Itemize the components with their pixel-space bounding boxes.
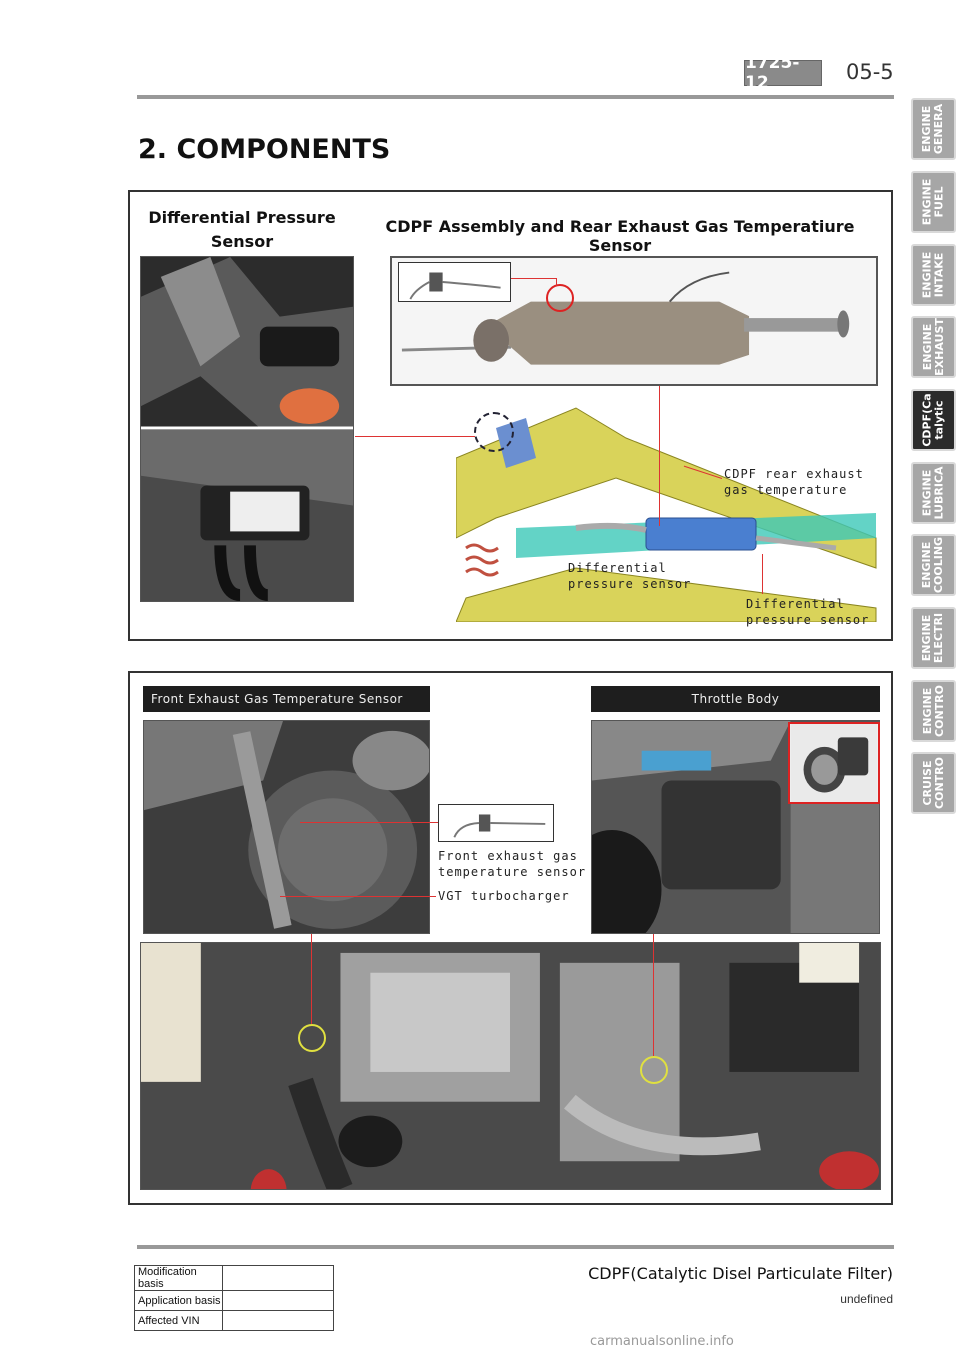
tab-engine-electrical[interactable]: ENGINE ELECTRI <box>911 607 956 669</box>
rear-temp-sensor-inset <box>398 262 511 302</box>
heading-differential-pressure-sensor: Differential Pressure Sensor <box>148 208 336 251</box>
footer-title: CDPF(Catalytic Disel Particulate Filter) <box>588 1264 893 1283</box>
heading-cdpf-assembly: CDPF Assembly and Rear Exhaust Gas Temperatiure Sensor <box>385 217 855 255</box>
front-temp-sensor-inset <box>438 804 554 842</box>
top-rule <box>137 95 894 99</box>
table-row: Application basis <box>135 1291 334 1311</box>
page-number: 05-5 <box>846 60 894 84</box>
leader-line <box>556 278 557 286</box>
leader-line <box>311 934 312 1024</box>
callout-front-exhaust-temp: Front exhaust gas temperature sensor <box>438 849 587 879</box>
leader-line <box>355 436 475 437</box>
throttle-location-marker <box>640 1056 668 1084</box>
revision-table <box>134 1265 334 1331</box>
leader-line <box>280 896 436 897</box>
tab-engine-exhaust[interactable]: ENGINE EXHAUST <box>911 316 956 378</box>
tab-engine-fuel[interactable]: ENGINE FUEL <box>911 171 956 233</box>
callout-diff-sensor-1: Differential pressure sensor <box>568 561 692 591</box>
leader-line <box>653 934 654 1056</box>
tab-engine-cooling[interactable]: ENGINE COOLING <box>911 534 956 596</box>
throttle-body-inset <box>788 722 880 804</box>
bottom-rule <box>137 1245 894 1249</box>
tab-engine-lubrication[interactable]: ENGINE LUBRICA <box>911 462 956 524</box>
footer-subtitle: undefined <box>840 1292 893 1306</box>
table-row: Modification basis <box>135 1266 334 1291</box>
tab-engine-general[interactable]: ENGINE GENERA <box>911 98 956 160</box>
diff-sensor-marker <box>474 412 514 452</box>
tab-cruise-control[interactable]: CRUISE CONTRO <box>911 752 956 814</box>
bar-throttle-body: Throttle Body <box>591 686 880 712</box>
bar-front-exhaust-temp: Front Exhaust Gas Temperature Sensor <box>143 686 430 712</box>
section-title: 2. COMPONENTS <box>138 134 391 165</box>
front-exhaust-temp-photo <box>143 720 430 934</box>
callout-vgt-turbocharger: VGT turbocharger <box>438 889 570 903</box>
leader-line <box>762 554 763 594</box>
diff-pressure-sensor-photo <box>140 256 354 602</box>
leader-line <box>659 386 660 526</box>
table-row: Affected VIN <box>135 1311 334 1331</box>
page-code: 1725-12 <box>744 60 822 86</box>
callout-diff-sensor-2: Differential pressure sensor <box>746 597 870 627</box>
watermark[interactable]: carmanualsonline.info <box>590 1334 734 1349</box>
tab-engine-intake[interactable]: ENGINE INTAKE <box>911 244 956 306</box>
callout-cdpf-rear-temp: CDPF rear exhaust gas temperature <box>724 467 864 497</box>
front-temp-location-marker <box>298 1024 326 1052</box>
rear-temp-sensor-marker <box>546 284 574 312</box>
leader-line <box>300 822 438 823</box>
leader-line <box>511 278 557 279</box>
tab-engine-control[interactable]: ENGINE CONTRO <box>911 680 956 742</box>
tab-cdpf[interactable]: CDPF(Ca talytic <box>911 389 956 451</box>
engine-bay-photo <box>140 942 881 1190</box>
